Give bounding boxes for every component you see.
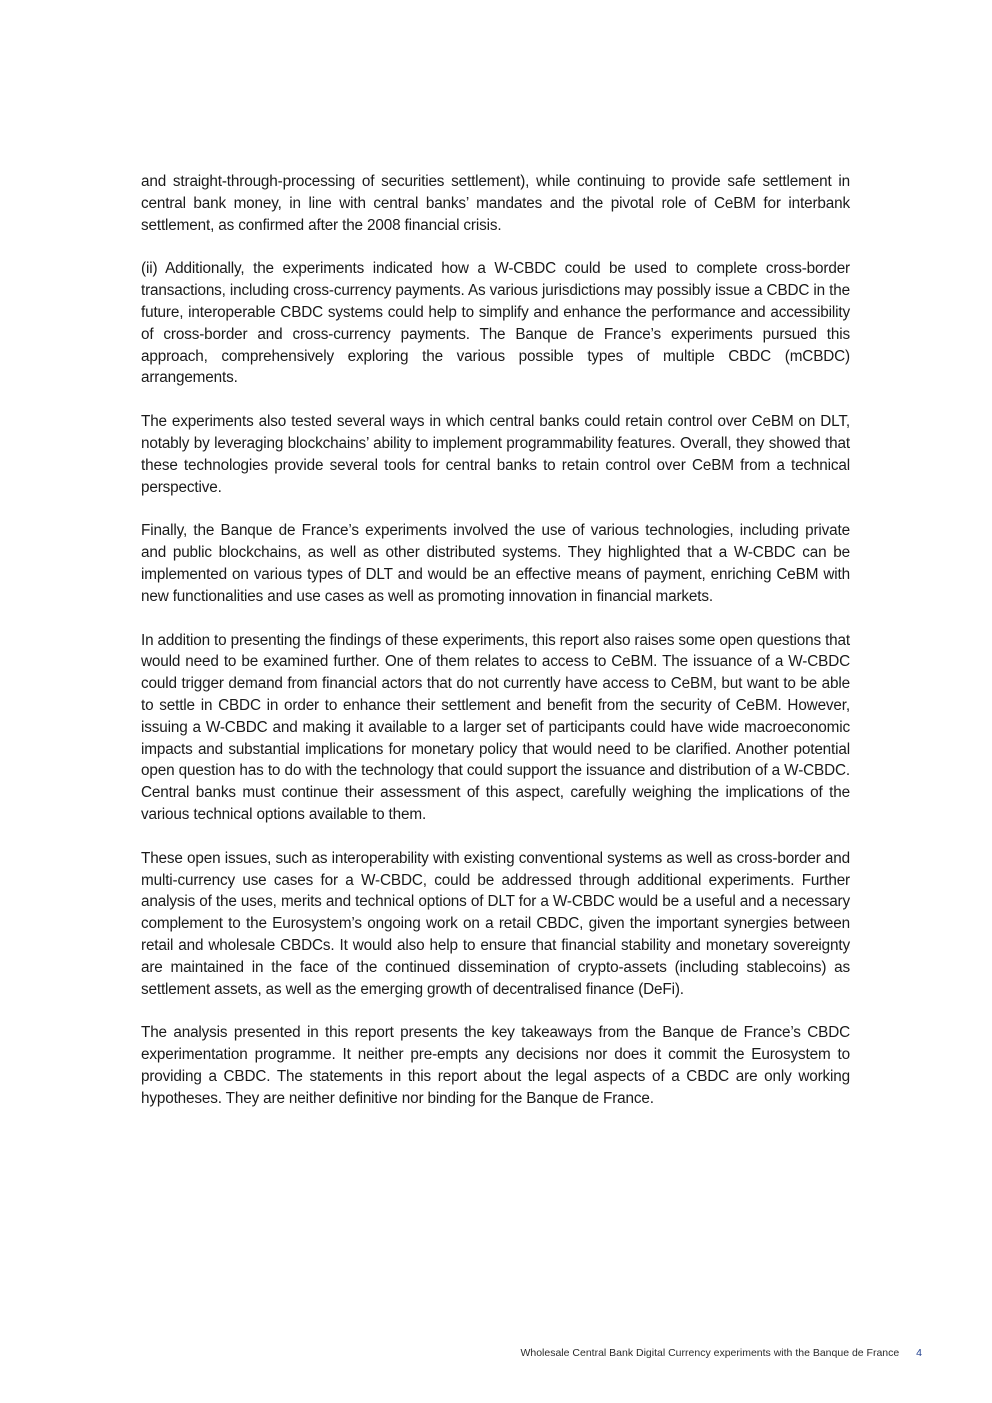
page-footer (520, 1345, 922, 1361)
page-number: 4 (916, 1347, 922, 1359)
paragraph-5: In addition to presenting the findings of these experiments, this report also raises some open questions that would need to be examined further. One of them relates to access to CeBM. The issuance of a W-CBDC could trigger demand from financial actors that do not currently have access to CeBM, but want to be able to settle in CBDC in order to enhance their settlement and benefit from the security of CeBM. However, issuing a W-CBDC and making it available to a larger set of participants could have wide macroeconomic impacts and substantial implications for monetary policy that would need to be clarified. Another potential open question has to do with the technology that could support the issuance and distribution of a W-CBDC. Central banks must continue their assessment of this aspect, carefully weighing the implications of the various technical options available to them. (141, 631, 850, 823)
paragraph-4: Finally, the Banque de France’s experiments involved the use of various technologies, including private and public blockchains, as well as other distributed systems. They highlighted that a W-CBDC can be implemented on various types of DLT and would be an effective means of payment, enriching CeBM with new functionalities and use cases as well as promoting innovation in financial markets. (141, 522, 850, 605)
body-text (141, 171, 850, 1131)
footer-title: Wholesale Central Bank Digital Currency experiments with the Banque de France (520, 1347, 900, 1359)
paragraph-3: The experiments also tested several ways in which central banks could retain control over CeBM on DLT, notably by leveraging blockchains’ ability to implement programmability features. Overall, they showed that these technologies provide several tools for central banks to retain control over CeBM from a technical perspective. (141, 413, 850, 496)
paragraph-7: The analysis presented in this report presents the key takeaways from the Banque de France’s CBDC experimentation programme. It neither pre-empts any decisions nor does it commit the Eurosystem to providing a CBDC. The statements in this report about the legal aspects of a CBDC are only working hypotheses. They are neither definitive nor binding for the Banque de France. (141, 1024, 850, 1107)
paragraph-1: and straight-through-processing of securities settlement), while continuing to provide safe settlement in central bank money, in line with central banks’ mandates and the pivotal role of CeBM for interbank settlement, as confirmed after the 2008 financial crisis. (141, 173, 850, 234)
paragraph-6: These open issues, such as interoperability with existing conventional systems as well as cross-border and multi-currency use cases for a W-CBDC, could be addressed through additional experiments. Further analysis of the uses, merits and technical options of DLT for a W-CBDC would be a useful and a necessary complement to the Eurosystem’s ongoing work on a retail CBDC, given the important synergies between retail and wholesale CBDCs. It would also help to ensure that financial stability and monetary sovereignty are maintained in the face of the continued dissemination of crypto-assets (including stablecoins) as settlement assets, as well as the emerging growth of decentralised finance (DeFi). (141, 849, 850, 998)
paragraph-2: (ii) Additionally, the experiments indicated how a W-CBDC could be used to complete cross-border transactions, including cross-currency payments. As various jurisdictions may possibly issue a CBDC in the future, interoperable CBDC systems could help to simplify and enhance the performance and accessibility of cross-border and cross-currency payments. The Banque de France’s experiments pursued this approach, comprehensively exploring the various possible types of multiple CBDC (mCBDC) arrangements. (141, 260, 850, 387)
